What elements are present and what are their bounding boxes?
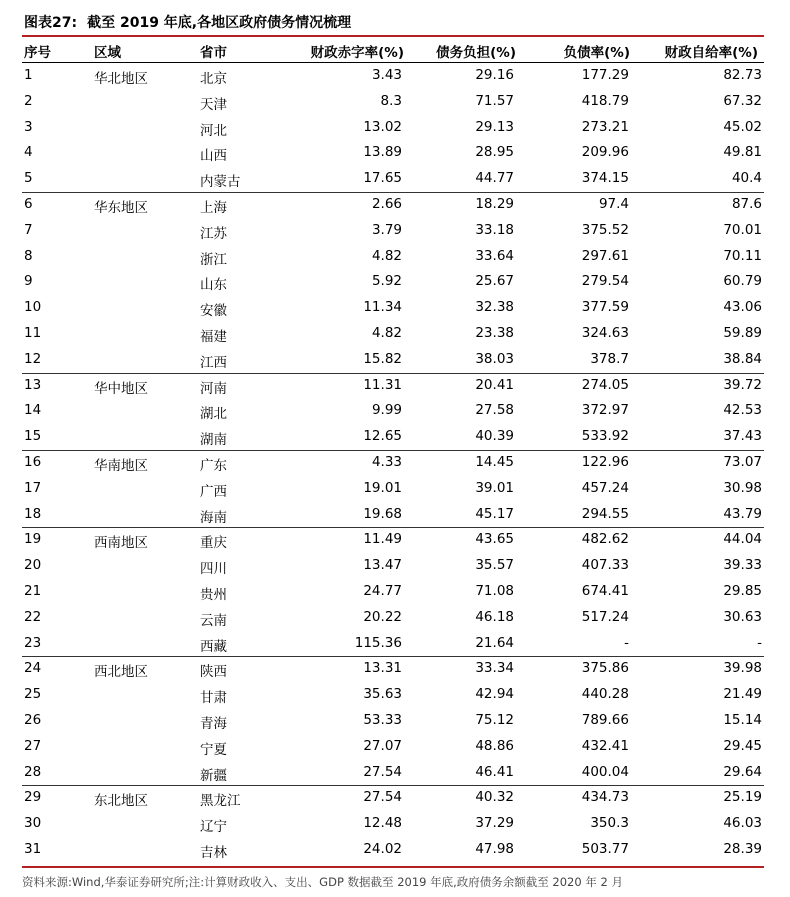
cell-self-sufficiency: 70.01 — [723, 221, 762, 238]
table-row — [22, 295, 764, 321]
group-separator — [22, 192, 764, 193]
cell-deficit-rate: 4.82 — [371, 325, 402, 341]
cell-province: 河北 — [200, 122, 227, 139]
cell-no: 23 — [24, 634, 42, 651]
cell-no: 12 — [24, 350, 42, 367]
cell-no: 26 — [24, 712, 42, 728]
cell-no: 5 — [24, 170, 33, 187]
cell-liability-ratio: 400.04 — [581, 763, 629, 780]
cell-debt-burden: 44.77 — [475, 170, 514, 187]
cell-self-sufficiency: 28.39 — [723, 841, 762, 857]
cell-deficit-rate: 115.36 — [354, 634, 402, 651]
cell-no: 22 — [24, 608, 42, 625]
cell-no: 14 — [24, 402, 42, 419]
cell-liability-ratio: 482.62 — [581, 531, 629, 548]
cell-no: 6 — [24, 196, 33, 212]
cell-liability-ratio: 378.7 — [590, 350, 629, 367]
cell-province: 内蒙古 — [200, 174, 241, 191]
cell-province: 西藏 — [200, 638, 227, 655]
cell-province: 北京 — [200, 71, 227, 87]
table-row — [22, 450, 764, 476]
cell-liability-ratio: 372.97 — [581, 402, 629, 419]
cell-province: 湖北 — [200, 406, 227, 423]
cell-debt-burden: 46.41 — [475, 763, 514, 780]
cell-self-sufficiency: 40.4 — [731, 170, 762, 187]
cell-deficit-rate: 13.02 — [363, 118, 402, 135]
table-row — [22, 321, 764, 347]
cell-self-sufficiency: 30.98 — [723, 479, 762, 496]
cell-province: 辽宁 — [200, 819, 227, 836]
cell-deficit-rate: 11.31 — [363, 376, 402, 393]
cell-self-sufficiency: 70.11 — [723, 247, 762, 264]
cell-province: 黑龙江 — [200, 793, 241, 810]
cell-province: 天津 — [200, 96, 227, 113]
cell-deficit-rate: 12.65 — [363, 428, 402, 445]
cell-debt-burden: 23.38 — [475, 325, 514, 341]
cell-province: 山东 — [200, 277, 227, 294]
table-row — [22, 140, 764, 166]
cell-no: 17 — [24, 479, 42, 496]
cell-region: 华东地区 — [94, 200, 148, 216]
cell-deficit-rate: 17.65 — [363, 170, 402, 187]
cell-self-sufficiency: 29.45 — [723, 737, 762, 754]
cell-no: 9 — [24, 273, 33, 290]
cell-province: 湖南 — [200, 432, 227, 449]
cell-province: 贵州 — [200, 587, 227, 603]
cell-debt-burden: 18.29 — [475, 196, 514, 212]
cell-province: 青海 — [200, 716, 227, 732]
cell-self-sufficiency: 29.85 — [723, 583, 762, 599]
cell-self-sufficiency: 42.53 — [723, 402, 762, 419]
cell-deficit-rate: 27.07 — [363, 737, 402, 754]
cell-debt-burden: 29.16 — [475, 67, 514, 83]
cell-province: 浙江 — [200, 251, 227, 268]
cell-self-sufficiency: 29.64 — [723, 763, 762, 780]
table-row — [22, 424, 764, 450]
cell-deficit-rate: 19.68 — [363, 505, 402, 522]
cell-deficit-rate: 53.33 — [363, 712, 402, 728]
cell-debt-burden: 45.17 — [475, 505, 514, 522]
cell-self-sufficiency: 59.89 — [723, 325, 762, 341]
header-province: 省市 — [200, 45, 227, 61]
header-debt-burden: 债务负担(%) — [436, 45, 516, 61]
cell-self-sufficiency: 67.32 — [723, 92, 762, 109]
cell-province: 广西 — [200, 483, 227, 500]
cell-debt-burden: 33.34 — [475, 660, 514, 677]
cell-province: 山西 — [200, 148, 227, 165]
cell-deficit-rate: 13.31 — [363, 660, 402, 677]
cell-self-sufficiency: 38.84 — [723, 350, 762, 367]
cell-no: 25 — [24, 686, 42, 703]
cell-no: 8 — [24, 247, 33, 264]
cell-liability-ratio: 375.52 — [581, 221, 629, 238]
cell-debt-burden: 14.45 — [475, 454, 514, 470]
cell-province: 安徽 — [200, 303, 227, 320]
cell-debt-burden: 71.57 — [475, 92, 514, 109]
cell-no: 31 — [24, 841, 42, 857]
table-row — [22, 656, 764, 682]
cell-province: 甘肃 — [200, 690, 227, 707]
cell-deficit-rate: 4.82 — [371, 247, 402, 264]
table-row — [22, 89, 764, 115]
cell-liability-ratio: 177.29 — [581, 67, 629, 83]
cell-deficit-rate: 19.01 — [363, 479, 402, 496]
cell-liability-ratio: 297.61 — [581, 247, 629, 264]
cell-self-sufficiency: 39.33 — [723, 557, 762, 574]
cell-no: 29 — [24, 789, 42, 806]
cell-no: 10 — [24, 299, 42, 316]
cell-liability-ratio: 517.24 — [581, 608, 629, 625]
cell-liability-ratio: 279.54 — [581, 273, 629, 290]
cell-deficit-rate: 12.48 — [363, 815, 402, 832]
cell-deficit-rate: 5.92 — [371, 273, 402, 290]
cell-province: 宁夏 — [200, 741, 227, 758]
cell-debt-burden: 43.65 — [475, 531, 514, 548]
cell-no: 2 — [24, 92, 33, 109]
table-row — [22, 708, 764, 734]
cell-liability-ratio: 434.73 — [581, 789, 629, 806]
cell-region: 西北地区 — [94, 664, 148, 681]
table-row — [22, 63, 764, 89]
cell-self-sufficiency: 43.79 — [723, 505, 762, 522]
cell-no: 28 — [24, 763, 42, 780]
cell-debt-burden: 42.94 — [475, 686, 514, 703]
table-row — [22, 605, 764, 631]
cell-liability-ratio: 674.41 — [581, 583, 629, 599]
cell-self-sufficiency: 45.02 — [723, 118, 762, 135]
cell-no: 18 — [24, 505, 42, 522]
table-row — [22, 244, 764, 270]
cell-region: 华北地区 — [94, 71, 148, 87]
cell-deficit-rate: 35.63 — [363, 686, 402, 703]
cell-debt-burden: 39.01 — [475, 479, 514, 496]
cell-region: 华南地区 — [94, 458, 148, 474]
cell-province: 江西 — [200, 354, 227, 371]
cell-self-sufficiency: 30.63 — [723, 608, 762, 625]
cell-no: 11 — [24, 325, 42, 341]
header-no: 序号 — [24, 45, 51, 61]
cell-liability-ratio: 350.3 — [590, 815, 629, 832]
cell-debt-burden: 29.13 — [475, 118, 514, 135]
header-deficit-rate: 财政赤字率(%) — [310, 45, 404, 61]
cell-liability-ratio: 440.28 — [581, 686, 629, 703]
table-row — [22, 502, 764, 528]
table-header — [22, 37, 764, 62]
cell-deficit-rate: 11.34 — [363, 299, 402, 316]
table-row — [22, 166, 764, 192]
cell-no: 1 — [24, 67, 33, 83]
table-row — [22, 682, 764, 708]
table-row — [22, 837, 764, 863]
cell-debt-burden: 37.29 — [475, 815, 514, 832]
cell-liability-ratio: 377.59 — [581, 299, 629, 316]
cell-self-sufficiency: 46.03 — [723, 815, 762, 832]
cell-debt-burden: 46.18 — [475, 608, 514, 625]
header-liability-ratio: 负债率(%) — [563, 45, 630, 61]
cell-self-sufficiency: 37.43 — [723, 428, 762, 445]
source-note: 资料来源:Wind,华泰证券研究所;注:计算财政收入、支出、GDP 数据截至 2019 年底,政府债务余额截至 2020 年 2 月 — [22, 875, 623, 889]
cell-liability-ratio: 503.77 — [581, 841, 629, 857]
cell-province: 福建 — [200, 329, 227, 345]
cell-self-sufficiency: 73.07 — [723, 454, 762, 470]
table-row — [22, 631, 764, 657]
bottom-rule — [22, 866, 764, 868]
cell-province: 重庆 — [200, 535, 227, 552]
cell-liability-ratio: 375.86 — [581, 660, 629, 677]
cell-province: 海南 — [200, 509, 227, 526]
cell-self-sufficiency: 21.49 — [723, 686, 762, 703]
cell-deficit-rate: 3.79 — [371, 221, 402, 238]
cell-liability-ratio: 533.92 — [581, 428, 629, 445]
cell-liability-ratio: 374.15 — [581, 170, 629, 187]
table-row — [22, 811, 764, 837]
table-row — [22, 398, 764, 424]
cell-self-sufficiency: 39.72 — [723, 376, 762, 393]
cell-no: 24 — [24, 660, 42, 677]
table-row — [22, 785, 764, 811]
cell-self-sufficiency: 87.6 — [731, 196, 762, 212]
table-row — [22, 734, 764, 760]
cell-province: 上海 — [200, 200, 227, 216]
header-self-sufficiency: 财政自给率(%) — [664, 45, 758, 61]
cell-province: 新疆 — [200, 767, 227, 784]
cell-liability-ratio: 122.96 — [581, 454, 629, 470]
cell-region: 华中地区 — [94, 380, 148, 397]
cell-no: 16 — [24, 454, 42, 470]
cell-region: 西南地区 — [94, 535, 148, 552]
cell-deficit-rate: 15.82 — [363, 350, 402, 367]
cell-self-sufficiency: 82.73 — [723, 67, 762, 83]
table-row — [22, 192, 764, 218]
cell-deficit-rate: 8.3 — [380, 92, 402, 109]
cell-liability-ratio: 294.55 — [581, 505, 629, 522]
cell-deficit-rate: 24.77 — [363, 583, 402, 599]
cell-self-sufficiency: 49.81 — [723, 144, 762, 161]
cell-no: 15 — [24, 428, 42, 445]
cell-debt-burden: 75.12 — [475, 712, 514, 728]
table-row — [22, 373, 764, 399]
cell-province: 陕西 — [200, 664, 227, 681]
header-region: 区域 — [94, 45, 121, 61]
table-row — [22, 476, 764, 502]
cell-debt-burden: 35.57 — [475, 557, 514, 574]
table-row — [22, 760, 764, 786]
cell-deficit-rate: 24.02 — [363, 841, 402, 857]
cell-no: 21 — [24, 583, 42, 599]
table-row — [22, 553, 764, 579]
cell-no: 19 — [24, 531, 42, 548]
table-row — [22, 579, 764, 605]
figure-number: 图表27: — [24, 15, 78, 31]
cell-liability-ratio: - — [624, 634, 629, 651]
table-row — [22, 218, 764, 244]
cell-no: 4 — [24, 144, 33, 161]
cell-liability-ratio: 457.24 — [581, 479, 629, 496]
cell-debt-burden: 71.08 — [475, 583, 514, 599]
cell-liability-ratio: 97.4 — [598, 196, 629, 212]
group-separator — [22, 785, 764, 786]
cell-debt-burden: 40.39 — [475, 428, 514, 445]
cell-deficit-rate: 13.47 — [363, 557, 402, 574]
cell-region: 东北地区 — [94, 793, 148, 810]
cell-deficit-rate: 4.33 — [371, 454, 402, 470]
cell-self-sufficiency: - — [757, 634, 762, 651]
cell-self-sufficiency: 39.98 — [723, 660, 762, 677]
cell-province: 河南 — [200, 380, 227, 397]
cell-no: 20 — [24, 557, 42, 574]
cell-province: 广东 — [200, 458, 227, 474]
cell-debt-burden: 27.58 — [475, 402, 514, 419]
table-row — [22, 347, 764, 373]
cell-debt-burden: 48.86 — [475, 737, 514, 754]
table-title — [22, 12, 351, 32]
cell-province: 吉林 — [200, 845, 227, 861]
cell-debt-burden: 33.18 — [475, 221, 514, 238]
table-row — [22, 527, 764, 553]
cell-liability-ratio: 789.66 — [581, 712, 629, 728]
cell-province: 江苏 — [200, 225, 227, 242]
cell-deficit-rate: 13.89 — [363, 144, 402, 161]
cell-self-sufficiency: 60.79 — [723, 273, 762, 290]
cell-self-sufficiency: 15.14 — [723, 712, 762, 728]
cell-deficit-rate: 9.99 — [371, 402, 402, 419]
cell-deficit-rate: 27.54 — [363, 763, 402, 780]
group-separator — [22, 450, 764, 451]
cell-debt-burden: 47.98 — [475, 841, 514, 857]
cell-liability-ratio: 274.05 — [581, 376, 629, 393]
cell-no: 3 — [24, 118, 33, 135]
group-separator — [22, 527, 764, 528]
cell-liability-ratio: 407.33 — [581, 557, 629, 574]
cell-province: 云南 — [200, 612, 227, 629]
cell-self-sufficiency: 43.06 — [723, 299, 762, 316]
cell-debt-burden: 25.67 — [475, 273, 514, 290]
cell-province: 四川 — [200, 561, 227, 578]
cell-no: 27 — [24, 737, 42, 754]
cell-deficit-rate: 3.43 — [371, 67, 402, 83]
cell-liability-ratio: 273.21 — [581, 118, 629, 135]
cell-debt-burden: 38.03 — [475, 350, 514, 367]
cell-liability-ratio: 418.79 — [581, 92, 629, 109]
cell-self-sufficiency: 25.19 — [723, 789, 762, 806]
cell-debt-burden: 28.95 — [475, 144, 514, 161]
cell-deficit-rate: 2.66 — [371, 196, 402, 212]
cell-deficit-rate: 27.54 — [363, 789, 402, 806]
cell-liability-ratio: 209.96 — [581, 144, 629, 161]
table-row — [22, 115, 764, 141]
figure-title: 截至 2019 年底,各地区政府债务情况梳理 — [87, 15, 352, 31]
cell-debt-burden: 32.38 — [475, 299, 514, 316]
cell-debt-burden: 20.41 — [475, 376, 514, 393]
group-separator — [22, 656, 764, 657]
cell-deficit-rate: 20.22 — [363, 608, 402, 625]
cell-deficit-rate: 11.49 — [363, 531, 402, 548]
cell-liability-ratio: 432.41 — [581, 737, 629, 754]
cell-no: 7 — [24, 221, 33, 238]
cell-self-sufficiency: 44.04 — [723, 531, 762, 548]
cell-no: 13 — [24, 376, 42, 393]
cell-debt-burden: 33.64 — [475, 247, 514, 264]
cell-debt-burden: 21.64 — [475, 634, 514, 651]
cell-liability-ratio: 324.63 — [581, 325, 629, 341]
group-separator — [22, 373, 764, 374]
cell-debt-burden: 40.32 — [475, 789, 514, 806]
cell-no: 30 — [24, 815, 42, 832]
table-row — [22, 269, 764, 295]
